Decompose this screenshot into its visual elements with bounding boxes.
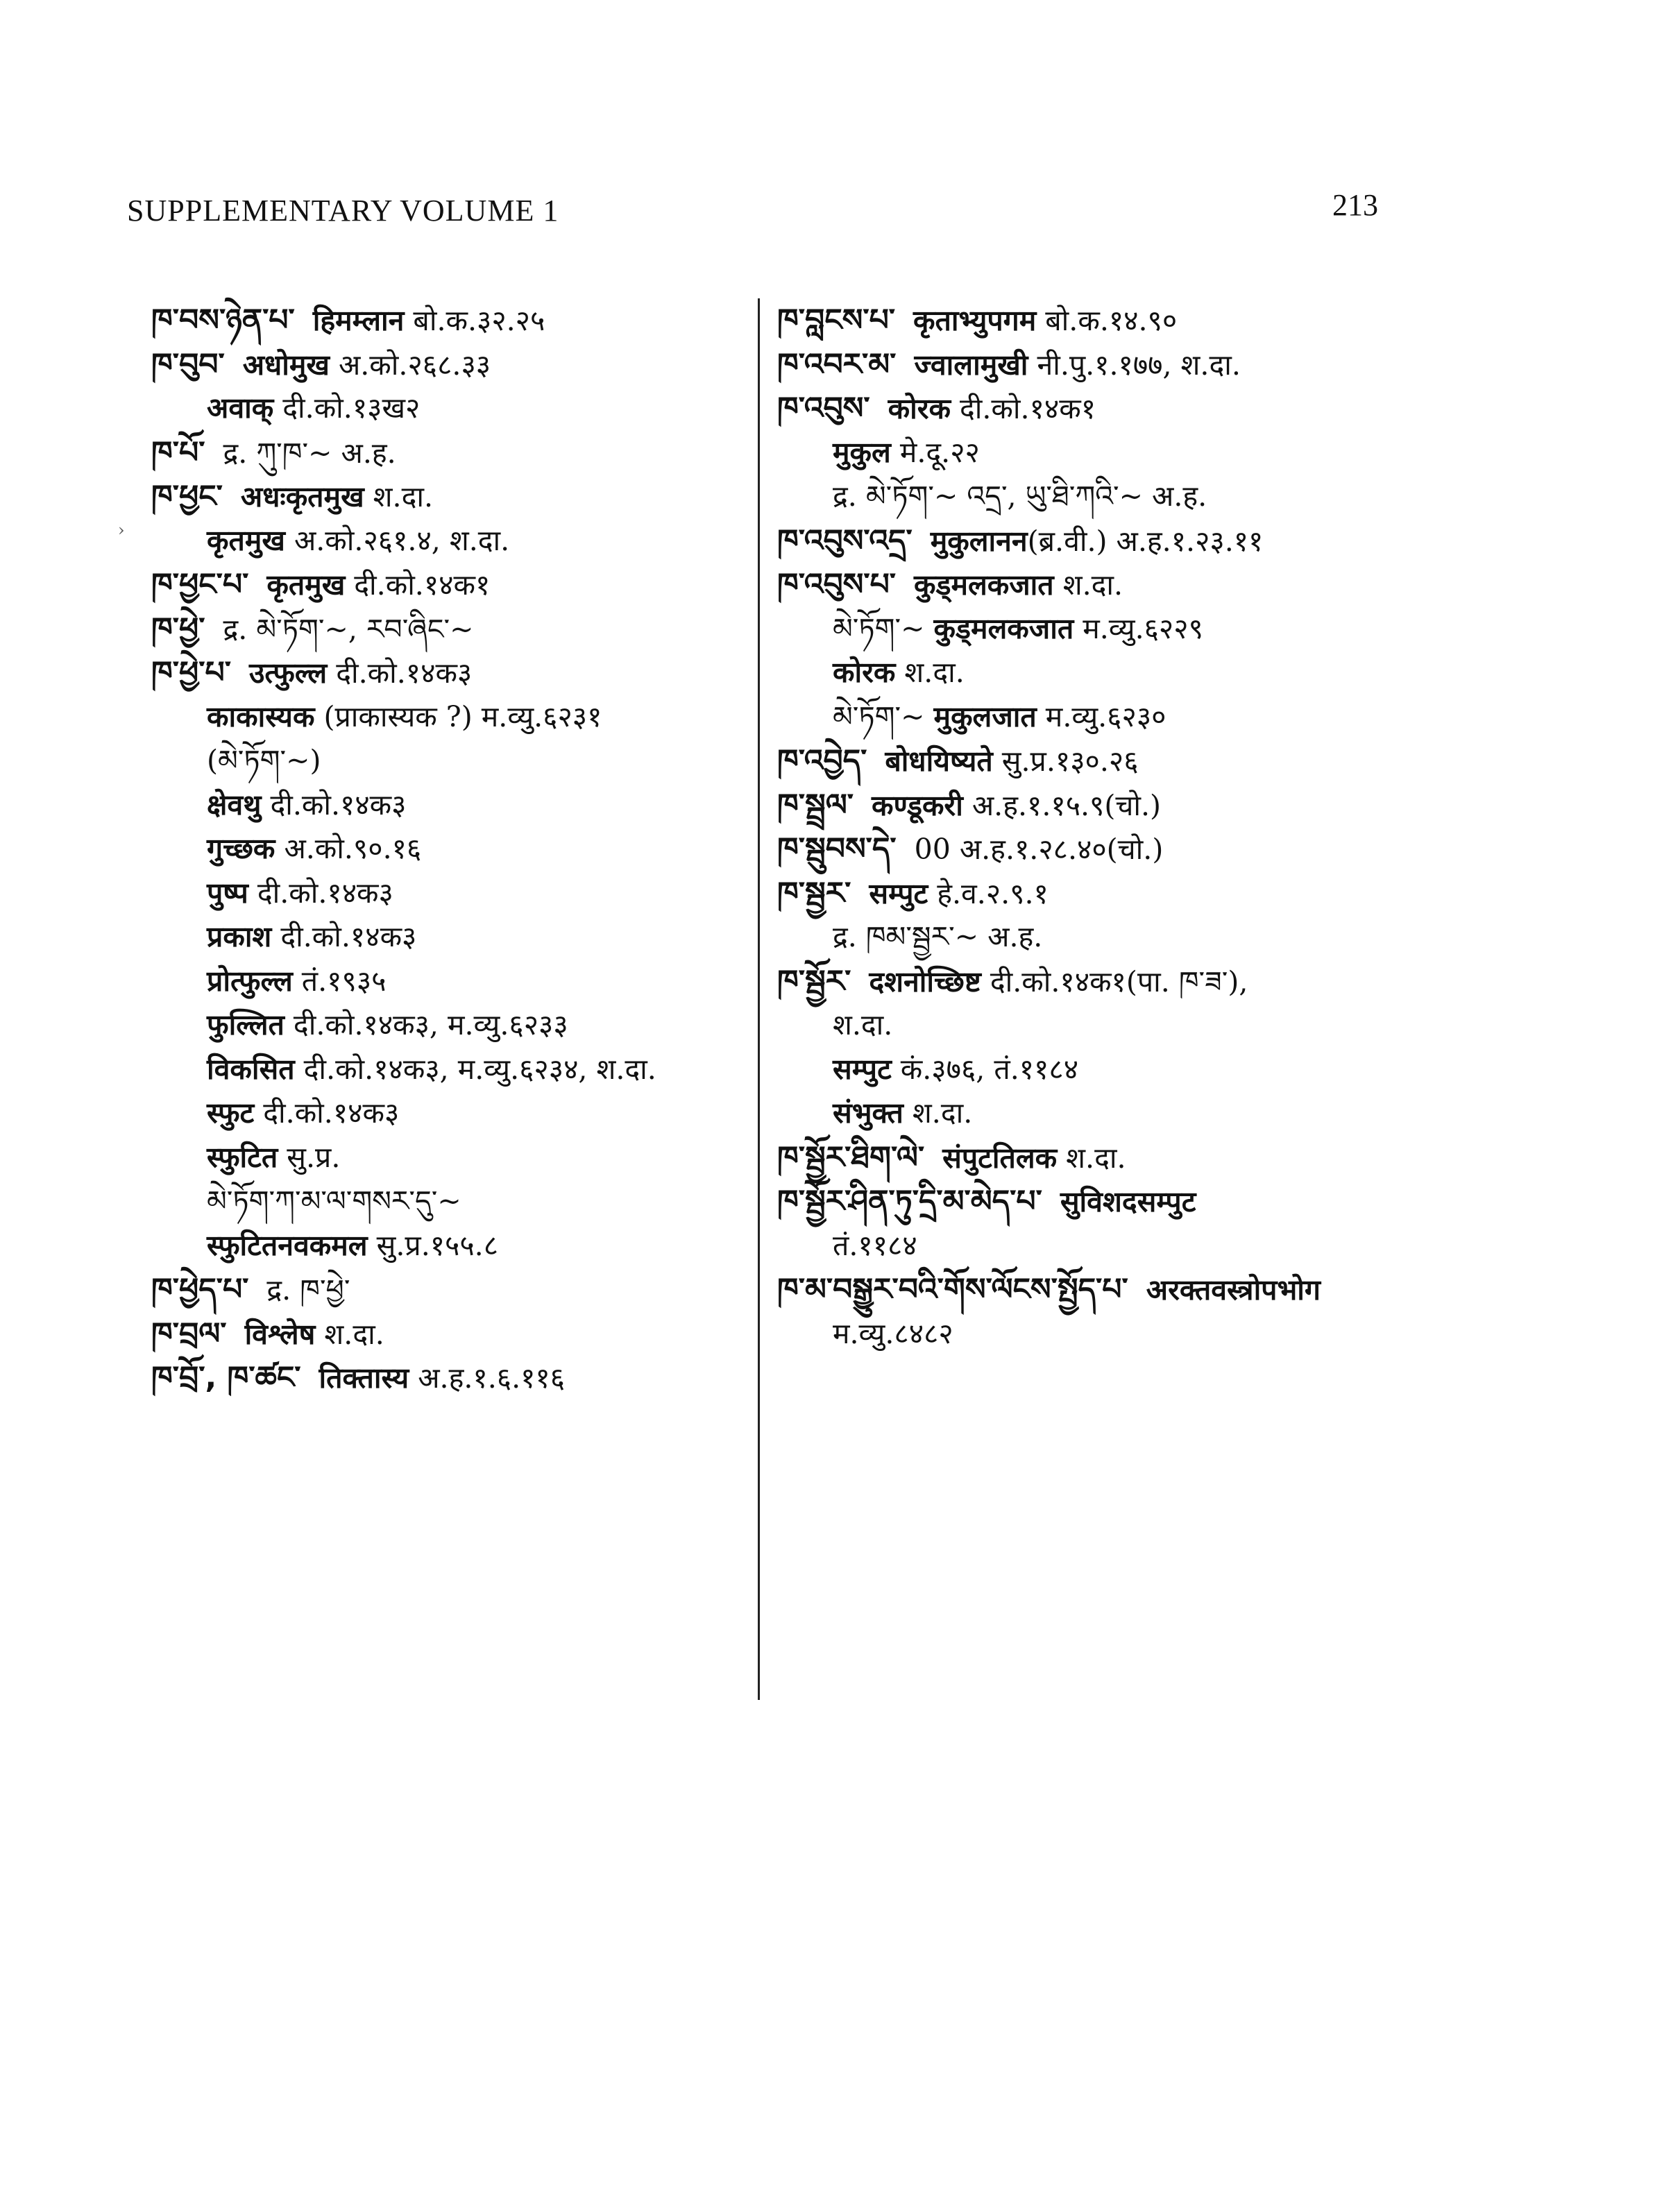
source-reference: दी.को.१४क३ xyxy=(261,788,407,822)
dictionary-entry xyxy=(151,651,762,1268)
tibetan-headword: ཁ་བུབ་ xyxy=(151,346,225,382)
entry-headline xyxy=(777,343,1610,387)
dictionary-entry xyxy=(777,519,1610,563)
sanskrit-equivalent: कृताभ्युपगम xyxy=(913,304,1037,337)
tibetan-headword: ཁ་ཕྱང་ xyxy=(151,479,223,514)
entry-subline xyxy=(151,1180,762,1224)
source-reference: नी.पु.१.१७७, श.दा. xyxy=(1028,348,1241,382)
source-reference: सु.प्र.१५५.८ xyxy=(367,1228,499,1262)
dictionary-entry xyxy=(777,1180,1610,1268)
sanskrit-equivalent: अधःकृतमुख xyxy=(240,480,364,513)
sanskrit-equivalent: गुच्छक xyxy=(207,832,275,865)
dictionary-entry xyxy=(777,386,1610,519)
sanskrit-equivalent: दशनोच्छिष्ट xyxy=(869,964,981,998)
dictionary-entry xyxy=(777,298,1610,343)
source-reference: म.व्यु.८४८२ xyxy=(833,1316,953,1350)
sanskrit-equivalent: सुविशदसम्पुट xyxy=(1060,1185,1196,1218)
tibetan-headword: ཁ་ཕྱང་པ་ xyxy=(151,567,249,602)
source-reference: अ.ह.१.६.११६ xyxy=(409,1361,566,1395)
entry-subline xyxy=(777,607,1610,652)
tibetan-headword: ཁ་ཕྱེ་ xyxy=(151,611,205,647)
dictionary-entry xyxy=(151,298,762,343)
source-reference: द्र. ཁམ་སྦྱར་~ अ.ह. xyxy=(833,920,1043,953)
entry-subline xyxy=(151,1224,762,1268)
entry-subline xyxy=(151,1136,762,1180)
tibetan-headword: ཁ་འབུས་པ་ xyxy=(777,567,897,602)
source-reference: दी.को.१४क१ xyxy=(950,392,1096,425)
source-reference: द्र. མེ་ཏོག་~, རབ་ཞིང་~ xyxy=(223,612,474,646)
entry-headline xyxy=(151,431,762,475)
dictionary-entry xyxy=(151,1356,762,1400)
source-reference: अ.को.२६८.३३ xyxy=(329,348,491,382)
sanskrit-equivalent: स्फुटित xyxy=(207,1140,278,1174)
source-reference: तं.१९३५ xyxy=(292,964,387,998)
sanskrit-equivalent: प्रकाश xyxy=(207,920,272,953)
tibetan-headword: ཁ་སྦྲལ་ xyxy=(777,787,854,823)
entry-subline xyxy=(151,827,762,871)
entry-subline xyxy=(777,1091,1610,1136)
tibetan-headword: ཁ་བྲོ་, ཁ་ཚང་ xyxy=(151,1360,301,1395)
entry-subline xyxy=(151,695,762,740)
dictionary-entry xyxy=(151,1312,762,1356)
sanskrit-equivalent: प्रोत्फुल्ल xyxy=(207,964,293,998)
entry-headline xyxy=(777,563,1610,607)
source-reference: अ.ह.१.१५.९(चो.) xyxy=(962,788,1162,822)
dictionary-entry xyxy=(151,563,762,607)
entry-subline xyxy=(777,695,1610,740)
sanskrit-equivalent: स्फुटितनवकमल xyxy=(207,1228,368,1262)
entry-subline xyxy=(151,519,762,563)
entry-subline xyxy=(777,1003,1610,1048)
sanskrit-equivalent: अवाक् xyxy=(207,391,274,425)
sanskrit-equivalent: विश्लेष xyxy=(244,1317,316,1351)
entry-subline xyxy=(151,915,762,960)
entry-headline xyxy=(151,343,762,387)
tibetan-headword: ཁ་བླངས་པ་ xyxy=(777,303,896,338)
tibetan-headword: ཁ་བྲལ་ xyxy=(151,1316,227,1352)
source-reference: सु.प्र. xyxy=(278,1140,341,1174)
sanskrit-equivalent: मुकुल xyxy=(833,435,891,469)
dictionary-entry xyxy=(777,739,1610,783)
source-reference: अ.को.२६१.४, श.दा. xyxy=(285,523,510,557)
source-reference: མེ་ཏོག་~ xyxy=(833,699,934,733)
sanskrit-equivalent: ज्वालामुखी xyxy=(914,348,1028,382)
dictionary-entry xyxy=(151,1268,762,1312)
entry-headline xyxy=(151,1356,762,1400)
dictionary-entry xyxy=(777,1268,1610,1356)
entry-subline xyxy=(777,431,1610,475)
entry-subline xyxy=(777,1224,1610,1268)
entry-subline xyxy=(151,386,762,431)
tibetan-headword: ཁ་སྦྱོར་ཤིན་ཏུ་དྲི་མ་མེད་པ་ xyxy=(777,1184,1042,1219)
sanskrit-equivalent: बोधयिष्यते xyxy=(885,745,993,778)
tibetan-headword: ཁ་འབྱེད་ xyxy=(777,743,867,779)
tibetan-headword: ཁ་སྦྱོར་ xyxy=(777,963,851,999)
sanskrit-equivalent: सम्पुट xyxy=(833,1052,892,1086)
sanskrit-equivalent: क्षेवथु xyxy=(207,788,262,822)
entry-headline xyxy=(777,739,1610,783)
entry-headline xyxy=(777,871,1610,916)
source-reference: दी.को.१४क३ xyxy=(271,920,417,953)
source-reference: दी.को.१४क१(पा. ཁ་ཟ་), xyxy=(981,964,1248,998)
tibetan-headword: ཁ་སྦྱར་ xyxy=(777,875,851,911)
source-reference: म.व्यु.६२३० xyxy=(1036,699,1166,733)
sanskrit-equivalent: काकास्यक xyxy=(207,699,315,733)
tibetan-headword: ཁ་སྦུབས་དེ་ xyxy=(777,831,897,867)
left-column xyxy=(151,298,762,1400)
source-reference: दी.को.१४क३, म.व्यु.६२३४, श.दा. xyxy=(294,1052,656,1086)
dictionary-entry xyxy=(777,783,1610,828)
source-reference: (མེ་ཏོག་~) xyxy=(207,744,321,777)
dictionary-entry xyxy=(151,475,762,563)
source-reference: दी.को.१३ख२ xyxy=(273,391,421,425)
entry-headline xyxy=(777,298,1610,343)
tibetan-headword: ཁ་པོ་ xyxy=(151,434,205,470)
entry-subline xyxy=(777,475,1610,519)
entry-headline xyxy=(151,607,762,652)
entry-subline xyxy=(151,739,762,783)
entry-headline xyxy=(777,827,1610,871)
entry-headline xyxy=(777,960,1610,1004)
entry-subline xyxy=(151,783,762,828)
source-reference: མེ་ཏོག་ཀ་མ་ལ་གསར་དུ་~ xyxy=(207,1184,461,1218)
source-reference: 00 अ.ह.१.२८.४०(चो.) xyxy=(914,833,1164,866)
sanskrit-equivalent: उत्फुल्ल xyxy=(248,656,328,690)
source-reference: दी.को.१४क३ xyxy=(327,656,473,690)
tibetan-headword: ཁ་འབུས་འདྲ་ xyxy=(777,522,913,559)
sanskrit-equivalent: कोरक xyxy=(888,392,951,425)
sanskrit-equivalent: पुष्प xyxy=(207,876,248,910)
entry-headline xyxy=(151,475,762,519)
source-reference: दी.को.१४क१ xyxy=(345,568,491,602)
sanskrit-equivalent: सम्पुट xyxy=(869,876,928,910)
tibetan-headword: ཁ་སྦྱོར་ཐིག་ལེ་ xyxy=(777,1139,925,1175)
sanskrit-equivalent: मुकुलानन xyxy=(930,524,1028,558)
entry-subline xyxy=(151,1048,762,1092)
entry-subline xyxy=(777,1312,1610,1356)
dictionary-entry xyxy=(151,431,762,475)
margin-mark: › xyxy=(118,520,125,540)
entry-headline xyxy=(151,563,762,607)
tibetan-headword: ཁ་འབར་མ་ xyxy=(777,346,897,382)
source-reference: सु.प्र.१३०.२६ xyxy=(992,745,1139,778)
source-reference: अ.को.९०.१६ xyxy=(275,832,422,865)
sanskrit-equivalent: तिक्तास्य xyxy=(319,1361,409,1395)
tibetan-headword: ཁ་ཕྱེད་པ་ xyxy=(151,1272,249,1307)
entry-headline xyxy=(777,1136,1610,1180)
dictionary-entry xyxy=(777,871,1610,960)
source-reference: द्र. ཀུ་ཁ་~ अ.ह. xyxy=(223,436,396,470)
sanskrit-equivalent: अधोमुख xyxy=(242,348,330,382)
source-reference: म.व्यु.६२२९ xyxy=(1074,611,1203,645)
source-reference: མེ་ཏོག་~ xyxy=(833,611,934,645)
source-reference: श.दा. xyxy=(903,1096,973,1130)
sanskrit-equivalent: संपुटतिलक xyxy=(942,1141,1058,1175)
dictionary-entry xyxy=(777,960,1610,1136)
entry-headline xyxy=(151,1268,762,1312)
sanskrit-equivalent: अरक्तवस्त्रोपभोग xyxy=(1146,1273,1321,1307)
sanskrit-equivalent: संभुक्त xyxy=(833,1096,903,1130)
source-reference: कं.३७६, तं.११८४ xyxy=(891,1052,1079,1086)
dictionary-entry xyxy=(777,1136,1610,1180)
entry-headline xyxy=(777,1180,1610,1224)
entry-subline xyxy=(777,915,1610,960)
column-divider xyxy=(758,298,760,1700)
entry-subline xyxy=(151,1091,762,1136)
source-reference: श.दा. xyxy=(1053,568,1123,602)
sanskrit-equivalent: विकसित xyxy=(207,1052,295,1086)
source-reference: मे.दू.२२ xyxy=(890,435,980,469)
entry-headline xyxy=(151,1312,762,1356)
sanskrit-equivalent: कृतमुख xyxy=(266,568,346,602)
entry-headline xyxy=(777,1268,1610,1312)
source-reference: दी.को.१४क३ xyxy=(254,1096,400,1130)
source-reference: श.दा. xyxy=(1057,1141,1126,1175)
sanskrit-equivalent: हिमम्लान xyxy=(312,304,405,337)
sanskrit-equivalent: कुड्मलकजात xyxy=(933,611,1074,645)
tibetan-headword: ཁ་ཕྱེ་པ་ xyxy=(151,655,231,690)
entry-subline xyxy=(151,871,762,916)
running-head: SUPPLEMENTARY VOLUME 1 xyxy=(127,194,559,228)
source-reference: बो.क.१४.९० xyxy=(1036,304,1178,337)
sanskrit-equivalent: कण्डूकरी xyxy=(872,788,963,822)
dictionary-entry xyxy=(777,563,1610,739)
sanskrit-equivalent: कोरक xyxy=(833,656,896,689)
source-reference: तं.११८४ xyxy=(833,1228,917,1262)
tibetan-headword: ཁ་འབུས་ xyxy=(777,391,870,426)
source-reference: बो.क.३२.२५ xyxy=(404,304,545,337)
sanskrit-equivalent: फुल्लित xyxy=(207,1008,285,1041)
dictionary-entry xyxy=(151,607,762,652)
entry-subline xyxy=(777,1048,1610,1092)
sanskrit-equivalent: कृतमुख xyxy=(207,523,285,557)
sanskrit-equivalent: कुड्मलकजात xyxy=(914,568,1054,602)
source-reference: (प्राकास्यक ?) म.व्यु.६२३१ xyxy=(314,699,602,733)
dictionary-entry xyxy=(151,343,762,431)
source-reference: श.दा. xyxy=(315,1317,384,1351)
source-reference: हे.व.२.९.१ xyxy=(928,876,1049,910)
dictionary-entry xyxy=(777,827,1610,871)
sanskrit-equivalent: स्फुट xyxy=(207,1096,255,1130)
tibetan-headword: ཁ་མ་བསྒྱུར་བའི་གོས་ལོངས་སྤྱོད་པ་ xyxy=(777,1272,1128,1307)
source-reference: दी.को.१४क३ xyxy=(248,876,393,910)
sanskrit-equivalent: मुकुलजात xyxy=(933,699,1037,733)
source-reference: (ब्र.वी.) अ.ह.१.२३.११ xyxy=(1027,524,1264,558)
tibetan-headword: ཁ་བས་ཉེན་པ་ xyxy=(151,303,295,338)
entry-headline xyxy=(151,298,762,343)
page-number: 213 xyxy=(1332,188,1378,222)
entry-subline xyxy=(151,1003,762,1048)
source-reference: श.दा. xyxy=(364,480,433,513)
source-reference: श.दा. xyxy=(895,656,965,689)
entry-headline xyxy=(777,783,1610,828)
source-reference: दी.को.१४क३, म.व्यु.६२३३ xyxy=(284,1008,568,1041)
right-column xyxy=(777,298,1610,1356)
entry-headline xyxy=(777,386,1610,431)
source-reference: द्र. མེ་ཏོག་~ འདྲ་, ཡུ་ཐི་ཀའི་~ अ.ह. xyxy=(833,479,1207,513)
entry-subline xyxy=(151,960,762,1004)
entry-subline xyxy=(777,651,1610,695)
entry-headline xyxy=(777,519,1610,563)
entry-headline xyxy=(151,651,762,695)
dictionary-entry xyxy=(777,343,1610,387)
source-reference: श.दा. xyxy=(833,1008,893,1041)
source-reference: द्र. ཁ་ཕྱེ་ xyxy=(266,1273,350,1307)
